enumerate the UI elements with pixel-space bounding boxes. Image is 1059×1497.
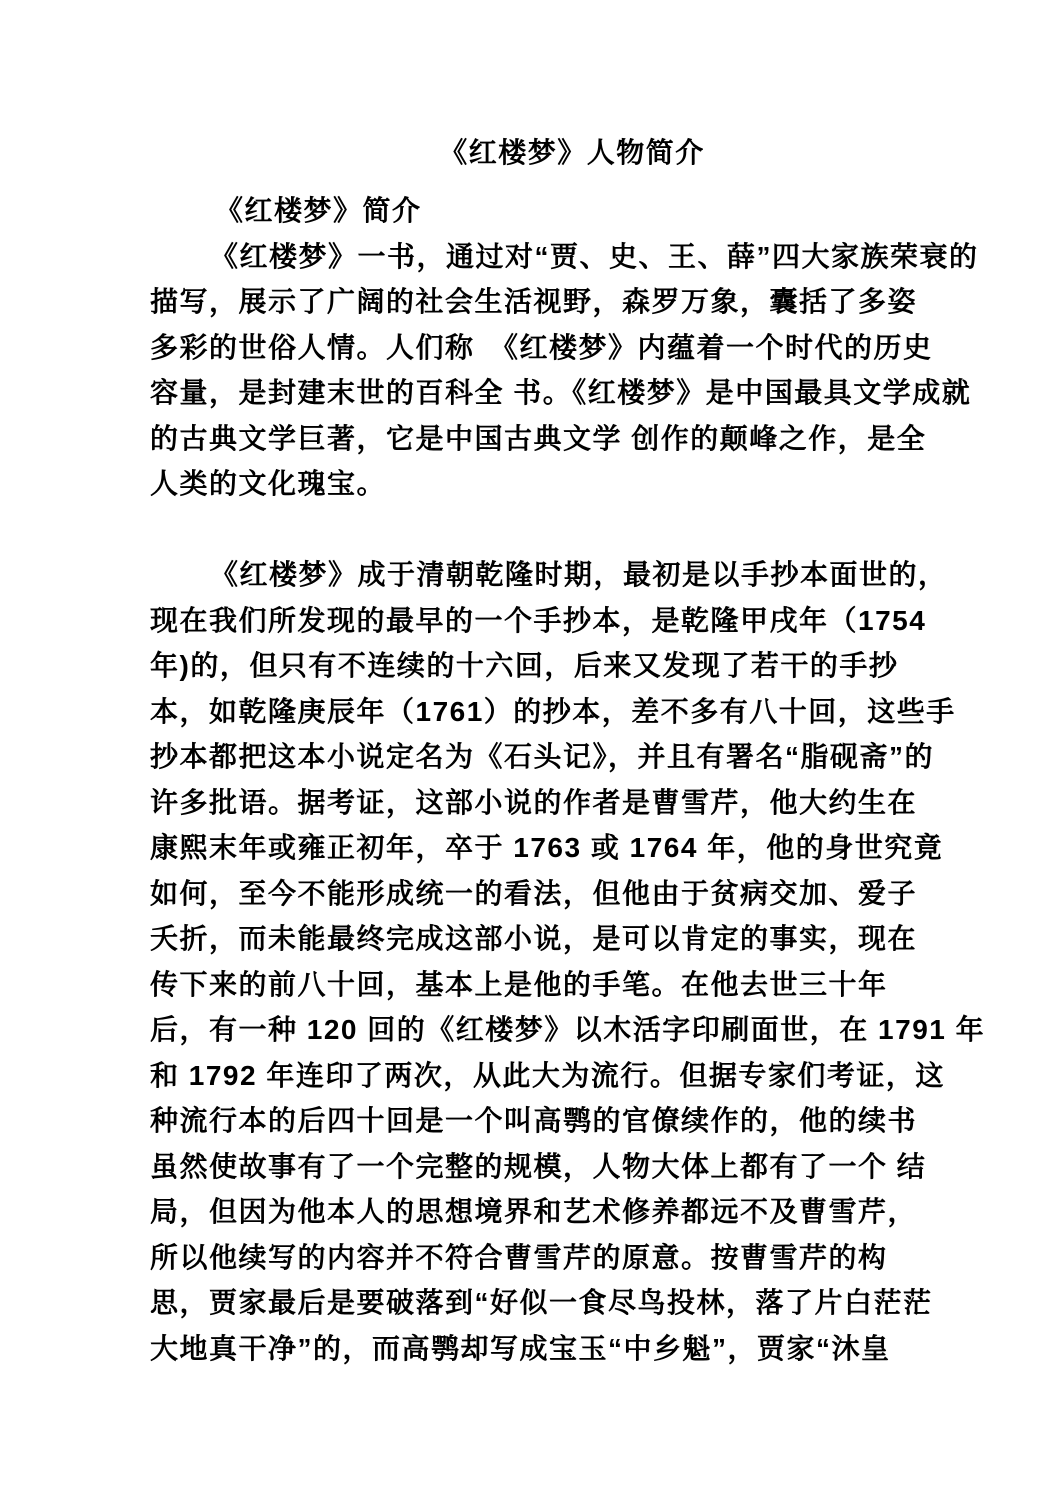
paragraph-line: 后，有一种 120 回的《红楼梦》以木活字印刷面世，在 1791 年 (150, 1014, 986, 1045)
paragraph-line: 所以他续写的内容并不符合曹雪芹的原意。按曹雪芹的构 (150, 1241, 888, 1273)
paragraph-line: 描写，展示了广阔的社会生活视野，森罗万象，囊括了多姿 (150, 286, 918, 317)
paragraph-line: 许多批语。据考证，这部小说的作者是曹雪芹，他大约生在 (150, 786, 918, 818)
paragraph-line: 和 1792 年连印了两次，从此大为流行。但据专家们考证，这 (150, 1059, 945, 1091)
paragraph-line: 《红楼梦》成于清朝乾隆时期，最初是以手抄本面世的， (210, 559, 948, 590)
paragraph-line: 康熙末年或雍正初年，卒于 1763 或 1764 年，他的身世究竟 (150, 832, 944, 863)
paragraph-line: 种流行本的后四十回是一个叫高鹗的官僚续作的，他的续书 (150, 1105, 918, 1136)
paragraph-line: 本，如乾隆庚辰年（1761）的抄本，差不多有八十回，这些手 (150, 695, 956, 727)
paragraph-line: 年)的，但只有不连续的十六回，后来又发现了若干的手抄 (150, 650, 899, 681)
paragraph-line: 人类的文化瑰宝。 (150, 468, 387, 499)
paragraph-line: 局，但因为他本人的思想境界和艺术修养都远不及曹雪芹， (150, 1196, 918, 1227)
paragraph-spacer (150, 507, 910, 553)
paragraph-line: 如何，至今不能形成统一的看法，但他由于贫病交加、爱子 (150, 877, 918, 909)
paragraph-line: 传下来的前八十回，基本上是他的手笔。在他去世三十年 (150, 968, 888, 1000)
paragraph-line: 抄本都把这本小说定名为《石头记》，并且有署名“脂砚斋”的 (150, 741, 935, 772)
page-title: 《红楼梦》人物简介 (439, 137, 705, 168)
paragraph-line: 大地真干净”的，而高鹗却写成宝玉“中乡魁”，贾家“沐皇 (150, 1332, 891, 1364)
paragraph-line: 《红楼梦》一书，通过对“贾、史、王、薛”四大家族荣衰的 (210, 240, 979, 272)
paragraph-line: 虽然使故事有了一个完整的规模，人物大体上都有了一个 结 (150, 1150, 927, 1182)
section-heading: 《红楼梦》简介 (215, 195, 422, 226)
paragraph-line: 夭折，而未能最终完成这部小说，是可以肯定的事实，现在 (150, 923, 918, 954)
paragraph-line: 现在我们所发现的最早的一个手抄本，是乾隆甲戌年（1754 (150, 604, 927, 636)
paragraph-line: 容量，是封建末世的百科全 书。《红楼梦》是中国最具文学成就 (150, 377, 972, 408)
paragraph-line: 思，贾家最后是要破落到“好似一食尽鸟投林，落了片白茫茫 (150, 1287, 933, 1318)
paragraph-line: 多彩的世俗人情。人们称 《红楼梦》内蕴着一个时代的历史 (150, 331, 933, 363)
paragraph-line: 的古典文学巨著，它是中国古典文学 创作的颠峰之作，是全 (150, 422, 927, 454)
document-body (150, 188, 986, 1371)
